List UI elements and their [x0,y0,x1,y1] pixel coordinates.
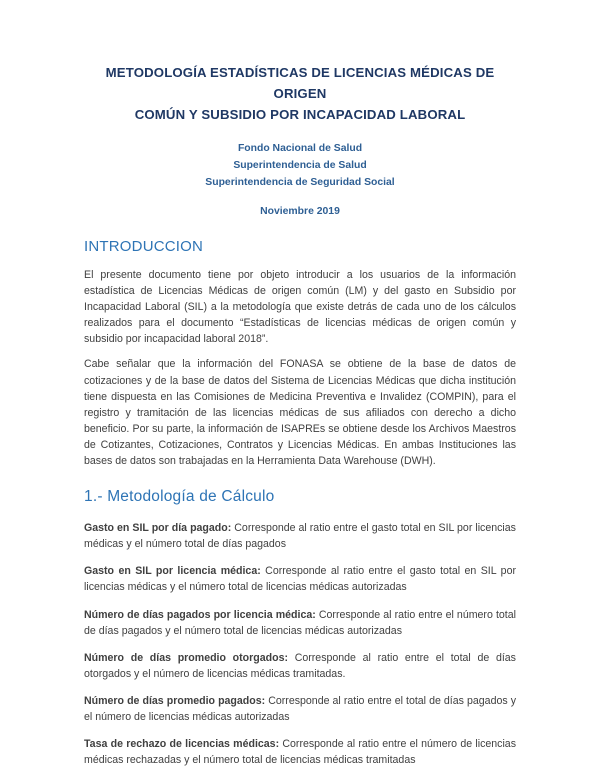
definition-description: Corresponde al ratio entre el número de licencias médicas rechazadas y el número total de licencias médicas tramitadas [84,738,516,767]
definition-description: Corresponde al ratio entre el total de días otorgados y el número de licencias médicas tramitadas. [84,651,516,680]
intro-paragraph-1: El presente documento tiene por objeto introducir a los usuarios de la información estadística de Licencias Médicas de origen común (LM) y del gasto en Subsidio por Incapacidad Laboral (SIL) a la metodología que existe detrás de cada uno de los cálculos realizados para el documento “Estadísticas de licencias médicas de origen común y subsidio por incapacidad laboral 2018”. [84,269,516,346]
definition-term: Número de días promedio otorgados: [84,651,288,664]
definition-description: Corresponde al ratio entre el gasto total en SIL por licencias médicas y el número total de licencias médicas autorizadas [84,565,516,594]
definition-description: Corresponde al ratio entre el total de días pagados y el número de licencias médicas autorizadas [84,694,516,723]
definition-description: Corresponde al ratio entre el gasto total en SIL por licencias médicas y el número total de días pagados [84,522,516,551]
definition-item [84,596,516,639]
definition-term: Gasto en SIL por día pagado: [84,522,232,535]
intro-paragraph-2: Cabe señalar que la información del FONASA se obtiene de la base de datos de cotizaciones y de la base de datos del Sistema de Licencias Médicas que dicha institución tiene dispuesta en las Comisiones de Medicina Preventiva e Invalidez (COMPIN), para el registro y tramitación de las licencias médicas de sus afiliados con derecho a dicho beneficio. Por su parte, la información de ISAPREs se obtiene desde los Archivos Maestros de Cotizantes, Cotizaciones, Contratos y Licencias Médicas. En ambas Instituciones las bases de datos son trabajadas en la Herramienta Data Warehouse (DWH). [84,358,516,468]
document-title-line-2: COMÚN Y SUBSIDIO POR INCAPACIDAD LABORAL [134,107,466,122]
organization-fonasa: Fondo Nacional de Salud [237,143,363,154]
document-title [84,0,516,125]
definition-item [84,509,516,552]
definition-item [84,725,516,768]
definition-term: Tasa de rechazo de licencias médicas: [84,738,280,751]
definition-item [84,639,516,682]
document-title-line-1: METODOLOGÍA ESTADÍSTICAS DE LICENCIAS MÉDICAS DE ORIGEN [105,65,495,101]
definition-item [84,682,516,725]
section-heading-metodologia-calculo: 1.- Metodología de Cálculo [84,488,275,506]
organization-superintendencia-seguridad-social: Superintendencia de Seguridad Social [205,177,395,188]
definition-item [84,552,516,595]
document-date: Noviembre 2019 [260,206,340,217]
definition-term: Número de días pagados por licencia médica: [84,608,316,621]
organization-superintendencia-salud: Superintendencia de Salud [233,160,367,171]
organization-block [84,140,516,220]
definition-description: Corresponde al ratio entre el número total de días pagados y el número total de licencias médicas autorizadas [84,608,516,637]
definition-term: Gasto en SIL por licencia médica: [84,565,261,578]
section-heading-introduccion: INTRODUCCION [84,238,204,255]
definition-list [84,508,516,768]
definition-term: Número de días promedio pagados: [84,694,266,707]
